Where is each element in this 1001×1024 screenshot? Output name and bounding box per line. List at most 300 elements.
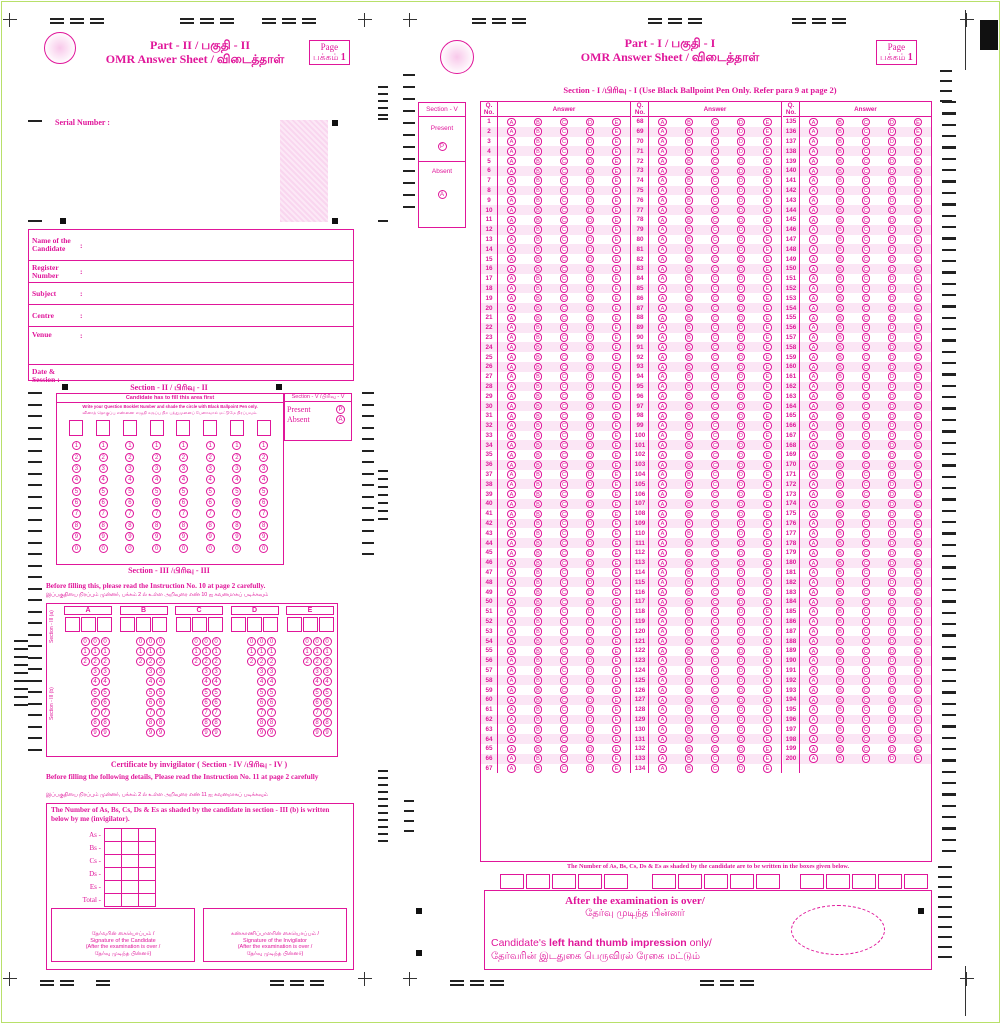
answer-bubble[interactable]: E	[914, 127, 923, 136]
answer-bubble[interactable]: A	[507, 676, 516, 685]
answer-bubble[interactable]: E	[612, 470, 621, 479]
answer-bubble[interactable]: D	[737, 480, 746, 489]
answer-bubble[interactable]: A	[658, 705, 667, 714]
answer-bubble[interactable]: B	[534, 666, 543, 675]
section3-bubble[interactable]: 9	[323, 728, 332, 737]
answer-bubble[interactable]: C	[560, 196, 569, 205]
section3-bubble[interactable]: 6	[146, 698, 155, 707]
answer-bubble[interactable]: D	[586, 705, 595, 714]
answer-bubble[interactable]: C	[711, 441, 720, 450]
section3-bubble[interactable]: 5	[101, 688, 110, 697]
answer-bubble[interactable]: E	[914, 235, 923, 244]
answer-bubble[interactable]: E	[612, 735, 621, 744]
answer-bubble[interactable]: C	[560, 333, 569, 342]
answer-bubble[interactable]: E	[763, 157, 772, 166]
answer-bubble[interactable]: C	[711, 343, 720, 352]
answer-bubble[interactable]: B	[685, 461, 694, 470]
section3-bubble[interactable]: 3	[146, 667, 155, 676]
answer-bubble[interactable]: C	[711, 627, 720, 636]
digit-bubble[interactable]: 7	[206, 509, 215, 518]
section3-bubble[interactable]: 2	[202, 657, 211, 666]
answer-bubble[interactable]: E	[763, 735, 772, 744]
answer-bubble[interactable]: C	[560, 137, 569, 146]
answer-bubble[interactable]: E	[763, 510, 772, 519]
answer-bubble[interactable]: E	[763, 745, 772, 754]
answer-bubble[interactable]: D	[586, 656, 595, 665]
answer-bubble[interactable]: C	[711, 216, 720, 225]
answer-bubble[interactable]: E	[612, 421, 621, 430]
answer-bubble[interactable]: D	[888, 421, 897, 430]
section3-bubble[interactable]: 4	[323, 677, 332, 686]
answer-bubble[interactable]: B	[685, 647, 694, 656]
answer-bubble[interactable]: B	[534, 118, 543, 127]
digit-bubble[interactable]: 4	[259, 475, 268, 484]
section3-bubble[interactable]: 0	[313, 637, 322, 646]
answer-bubble[interactable]: A	[809, 274, 818, 283]
answer-bubble[interactable]: E	[612, 304, 621, 313]
answer-count-box[interactable]	[604, 874, 628, 889]
answer-bubble[interactable]: D	[888, 745, 897, 754]
answer-bubble[interactable]: A	[809, 735, 818, 744]
answer-bubble[interactable]: A	[507, 568, 516, 577]
answer-bubble[interactable]: C	[862, 637, 871, 646]
answer-bubble[interactable]: B	[685, 519, 694, 528]
answer-bubble[interactable]: A	[809, 127, 818, 136]
answer-bubble[interactable]: D	[888, 363, 897, 372]
answer-bubble[interactable]: B	[836, 725, 845, 734]
answer-bubble[interactable]: B	[534, 510, 543, 519]
answer-bubble[interactable]: A	[809, 470, 818, 479]
answer-bubble[interactable]: D	[586, 255, 595, 264]
answer-bubble[interactable]: A	[658, 676, 667, 685]
answer-bubble[interactable]: E	[612, 549, 621, 558]
answer-bubble[interactable]: D	[737, 705, 746, 714]
answer-bubble[interactable]: A	[507, 754, 516, 763]
answer-bubble[interactable]: C	[711, 715, 720, 724]
answer-bubble[interactable]: D	[737, 686, 746, 695]
answer-bubble[interactable]: E	[612, 725, 621, 734]
answer-bubble[interactable]: E	[914, 412, 923, 421]
answer-bubble[interactable]: D	[888, 725, 897, 734]
answer-bubble[interactable]: C	[711, 323, 720, 332]
tally-box[interactable]	[138, 867, 156, 881]
answer-bubble[interactable]: C	[862, 235, 871, 244]
answer-bubble[interactable]: C	[862, 519, 871, 528]
section3-bubble[interactable]: 3	[257, 667, 266, 676]
answer-bubble[interactable]: D	[586, 500, 595, 509]
answer-bubble[interactable]: B	[685, 412, 694, 421]
answer-bubble[interactable]: D	[888, 617, 897, 626]
answer-bubble[interactable]: D	[737, 578, 746, 587]
candidate-field-row[interactable]	[29, 283, 353, 305]
answer-bubble[interactable]: D	[737, 588, 746, 597]
answer-bubble[interactable]: E	[612, 539, 621, 548]
answer-bubble[interactable]: C	[560, 539, 569, 548]
answer-bubble[interactable]: E	[763, 412, 772, 421]
tally-box[interactable]	[121, 880, 139, 894]
section3-bubble[interactable]: 8	[156, 718, 165, 727]
answer-bubble[interactable]: E	[763, 647, 772, 656]
answer-bubble[interactable]: A	[809, 715, 818, 724]
answer-bubble[interactable]: E	[763, 372, 772, 381]
answer-bubble[interactable]: C	[711, 647, 720, 656]
digit-bubble[interactable]: 8	[99, 521, 108, 530]
answer-bubble[interactable]: E	[763, 402, 772, 411]
answer-bubble[interactable]: D	[888, 578, 897, 587]
answer-bubble[interactable]: B	[685, 137, 694, 146]
answer-bubble[interactable]: B	[836, 745, 845, 754]
answer-bubble[interactable]: A	[658, 167, 667, 176]
answer-bubble[interactable]: A	[507, 176, 516, 185]
answer-bubble[interactable]: D	[888, 735, 897, 744]
answer-bubble[interactable]: A	[809, 461, 818, 470]
answer-bubble[interactable]: E	[612, 715, 621, 724]
answer-bubble[interactable]: B	[534, 451, 543, 460]
answer-bubble[interactable]: E	[763, 588, 772, 597]
answer-bubble[interactable]: E	[612, 490, 621, 499]
section3-bubble[interactable]: 4	[313, 677, 322, 686]
answer-bubble[interactable]: B	[685, 568, 694, 577]
answer-bubble[interactable]: B	[534, 392, 543, 401]
answer-bubble[interactable]: B	[685, 382, 694, 391]
answer-bubble[interactable]: A	[507, 333, 516, 342]
answer-bubble[interactable]: E	[612, 176, 621, 185]
answer-bubble[interactable]: B	[534, 598, 543, 607]
answer-bubble[interactable]: E	[763, 147, 772, 156]
answer-bubble[interactable]: C	[711, 549, 720, 558]
answer-bubble[interactable]: B	[836, 245, 845, 254]
digit-bubble[interactable]: 9	[232, 532, 241, 541]
answer-bubble[interactable]: D	[737, 431, 746, 440]
answer-bubble[interactable]: A	[507, 461, 516, 470]
section3-bubble[interactable]: 5	[257, 688, 266, 697]
answer-bubble[interactable]: A	[658, 656, 667, 665]
section3-bubble[interactable]: 6	[257, 698, 266, 707]
answer-bubble[interactable]: C	[711, 568, 720, 577]
answer-bubble[interactable]: A	[507, 314, 516, 323]
answer-bubble[interactable]: A	[809, 637, 818, 646]
answer-bubble[interactable]: E	[763, 196, 772, 205]
answer-bubble[interactable]: C	[711, 559, 720, 568]
answer-bubble[interactable]: C	[560, 284, 569, 293]
answer-bubble[interactable]: B	[685, 314, 694, 323]
section3-bubble[interactable]: 4	[101, 677, 110, 686]
answer-bubble[interactable]: B	[685, 637, 694, 646]
candidate-field-row[interactable]	[29, 230, 353, 261]
answer-bubble[interactable]: C	[711, 412, 720, 421]
answer-bubble[interactable]: B	[836, 696, 845, 705]
answer-bubble[interactable]: B	[534, 255, 543, 264]
answer-bubble[interactable]: C	[560, 725, 569, 734]
digit-bubble[interactable]: 1	[179, 441, 188, 450]
answer-bubble[interactable]: A	[658, 372, 667, 381]
answer-bubble[interactable]: B	[685, 470, 694, 479]
section3-bubble[interactable]: 6	[156, 698, 165, 707]
answer-bubble[interactable]: D	[586, 480, 595, 489]
answer-bubble[interactable]: A	[809, 147, 818, 156]
answer-bubble[interactable]: B	[836, 284, 845, 293]
answer-bubble[interactable]: D	[888, 480, 897, 489]
answer-bubble[interactable]: A	[809, 372, 818, 381]
answer-bubble[interactable]: B	[534, 225, 543, 234]
section3-count-box[interactable]	[152, 617, 167, 632]
answer-bubble[interactable]: A	[658, 147, 667, 156]
answer-bubble[interactable]: C	[862, 490, 871, 499]
section3-bubble[interactable]: 8	[101, 718, 110, 727]
section3-bubble[interactable]: 9	[267, 728, 276, 737]
answer-bubble[interactable]: A	[658, 686, 667, 695]
answer-bubble[interactable]: B	[685, 431, 694, 440]
section3-bubble[interactable]: 1	[323, 647, 332, 656]
answer-bubble[interactable]: A	[809, 656, 818, 665]
candidate-signature-box[interactable]	[51, 908, 195, 962]
section3-bubble[interactable]: 9	[212, 728, 221, 737]
answer-bubble[interactable]: C	[862, 421, 871, 430]
answer-bubble[interactable]: A	[809, 294, 818, 303]
answer-bubble[interactable]: A	[809, 705, 818, 714]
section3-bubble[interactable]: 1	[192, 647, 201, 656]
answer-bubble[interactable]: A	[658, 666, 667, 675]
answer-bubble[interactable]: C	[862, 676, 871, 685]
section3-bubble[interactable]: 1	[81, 647, 90, 656]
answer-bubble[interactable]: D	[586, 225, 595, 234]
answer-bubble[interactable]: E	[612, 500, 621, 509]
answer-bubble[interactable]: D	[586, 147, 595, 156]
digit-bubble[interactable]: 8	[259, 521, 268, 530]
answer-bubble[interactable]: A	[658, 127, 667, 136]
answer-bubble[interactable]: D	[888, 549, 897, 558]
answer-bubble[interactable]: A	[507, 245, 516, 254]
answer-bubble[interactable]: D	[888, 470, 897, 479]
answer-bubble[interactable]: E	[914, 314, 923, 323]
answer-bubble[interactable]: D	[586, 127, 595, 136]
answer-bubble[interactable]: D	[888, 343, 897, 352]
answer-bubble[interactable]: A	[809, 627, 818, 636]
answer-bubble[interactable]: A	[507, 500, 516, 509]
section3-bubble[interactable]: 3	[323, 667, 332, 676]
section3-bubble[interactable]: 7	[202, 708, 211, 717]
digit-bubble[interactable]: 2	[152, 453, 161, 462]
answer-bubble[interactable]: C	[560, 206, 569, 215]
section3-bubble[interactable]: 2	[257, 657, 266, 666]
booklet-digit-box[interactable]	[96, 420, 110, 436]
answer-bubble[interactable]: B	[836, 127, 845, 136]
digit-bubble[interactable]: 0	[99, 544, 108, 553]
answer-bubble[interactable]: A	[507, 382, 516, 391]
answer-bubble[interactable]: C	[711, 284, 720, 293]
answer-bubble[interactable]: A	[658, 206, 667, 215]
answer-bubble[interactable]: E	[914, 607, 923, 616]
answer-bubble[interactable]: E	[914, 186, 923, 195]
answer-bubble[interactable]: B	[534, 637, 543, 646]
answer-bubble[interactable]: C	[862, 127, 871, 136]
answer-bubble[interactable]: A	[507, 735, 516, 744]
answer-bubble[interactable]: B	[836, 686, 845, 695]
section3-bubble[interactable]: 0	[212, 637, 221, 646]
answer-bubble[interactable]: A	[507, 412, 516, 421]
section3-bubble[interactable]: 9	[313, 728, 322, 737]
section3-count-box[interactable]	[287, 617, 302, 632]
answer-bubble[interactable]: C	[862, 754, 871, 763]
section3-count-box[interactable]	[192, 617, 207, 632]
answer-bubble[interactable]: B	[685, 363, 694, 372]
answer-bubble[interactable]: E	[612, 696, 621, 705]
answer-bubble[interactable]: D	[737, 255, 746, 264]
answer-bubble[interactable]: B	[836, 225, 845, 234]
answer-bubble[interactable]: E	[763, 137, 772, 146]
answer-bubble[interactable]: B	[534, 705, 543, 714]
answer-bubble[interactable]: A	[507, 490, 516, 499]
answer-bubble[interactable]: E	[763, 216, 772, 225]
answer-bubble[interactable]: A	[658, 137, 667, 146]
answer-bubble[interactable]: D	[737, 725, 746, 734]
answer-bubble[interactable]: D	[888, 754, 897, 763]
answer-bubble[interactable]: E	[612, 353, 621, 362]
answer-bubble[interactable]: D	[888, 206, 897, 215]
digit-bubble[interactable]: 0	[259, 544, 268, 553]
answer-bubble[interactable]: C	[711, 118, 720, 127]
answer-bubble[interactable]: C	[862, 696, 871, 705]
answer-bubble[interactable]: E	[612, 255, 621, 264]
digit-bubble[interactable]: 8	[206, 521, 215, 530]
answer-bubble[interactable]: C	[862, 294, 871, 303]
answer-bubble[interactable]: C	[862, 441, 871, 450]
section3-bubble[interactable]: 0	[101, 637, 110, 646]
answer-bubble[interactable]: D	[586, 284, 595, 293]
answer-bubble[interactable]: D	[888, 568, 897, 577]
answer-bubble[interactable]: C	[560, 304, 569, 313]
answer-bubble[interactable]: A	[658, 470, 667, 479]
answer-bubble[interactable]: B	[836, 431, 845, 440]
answer-bubble[interactable]: E	[914, 216, 923, 225]
answer-bubble[interactable]: C	[711, 451, 720, 460]
answer-bubble[interactable]: B	[534, 421, 543, 430]
answer-bubble[interactable]: D	[586, 196, 595, 205]
section3-bubble[interactable]: 8	[91, 718, 100, 727]
section3-bubble[interactable]: 9	[91, 728, 100, 737]
digit-bubble[interactable]: 3	[125, 464, 134, 473]
section3-count-box[interactable]	[247, 617, 262, 632]
digit-bubble[interactable]: 0	[125, 544, 134, 553]
answer-bubble[interactable]: D	[737, 412, 746, 421]
digit-bubble[interactable]: 6	[259, 498, 268, 507]
answer-bubble[interactable]: E	[914, 696, 923, 705]
answer-bubble[interactable]: C	[862, 598, 871, 607]
section3-bubble[interactable]: 0	[146, 637, 155, 646]
answer-bubble[interactable]: B	[534, 363, 543, 372]
section3-count-box[interactable]	[65, 617, 80, 632]
digit-bubble[interactable]: 7	[99, 509, 108, 518]
answer-bubble[interactable]: D	[586, 216, 595, 225]
section3-bubble[interactable]: 9	[101, 728, 110, 737]
answer-bubble[interactable]: E	[763, 392, 772, 401]
answer-bubble[interactable]: B	[836, 529, 845, 538]
answer-bubble[interactable]: E	[612, 686, 621, 695]
section3-bubble[interactable]: 1	[212, 647, 221, 656]
answer-bubble[interactable]: E	[763, 284, 772, 293]
section3-bubble[interactable]: 2	[91, 657, 100, 666]
booklet-digit-box[interactable]	[203, 420, 217, 436]
answer-bubble[interactable]: D	[888, 274, 897, 283]
answer-bubble[interactable]: A	[507, 343, 516, 352]
section3-bubble[interactable]: 1	[101, 647, 110, 656]
section3-bubble[interactable]: 1	[202, 647, 211, 656]
section3-bubble[interactable]: 3	[267, 667, 276, 676]
answer-bubble[interactable]: C	[711, 431, 720, 440]
answer-bubble[interactable]: B	[534, 500, 543, 509]
answer-bubble[interactable]: C	[711, 696, 720, 705]
answer-bubble[interactable]: C	[560, 431, 569, 440]
answer-bubble[interactable]: E	[763, 696, 772, 705]
answer-bubble[interactable]: E	[763, 607, 772, 616]
answer-count-box[interactable]	[526, 874, 550, 889]
answer-bubble[interactable]: C	[862, 607, 871, 616]
answer-bubble[interactable]: E	[914, 402, 923, 411]
answer-bubble[interactable]: E	[612, 441, 621, 450]
answer-bubble[interactable]: B	[836, 568, 845, 577]
digit-bubble[interactable]: 6	[152, 498, 161, 507]
answer-bubble[interactable]: C	[560, 451, 569, 460]
answer-bubble[interactable]: E	[612, 196, 621, 205]
answer-bubble[interactable]: A	[809, 284, 818, 293]
answer-bubble[interactable]: A	[507, 294, 516, 303]
answer-bubble[interactable]: A	[809, 510, 818, 519]
section3-bubble[interactable]: 9	[146, 728, 155, 737]
answer-bubble[interactable]: C	[560, 147, 569, 156]
answer-bubble[interactable]: C	[560, 343, 569, 352]
answer-bubble[interactable]: D	[737, 372, 746, 381]
answer-bubble[interactable]: B	[685, 235, 694, 244]
answer-bubble[interactable]: E	[914, 167, 923, 176]
answer-bubble[interactable]: C	[711, 372, 720, 381]
answer-bubble[interactable]: D	[586, 696, 595, 705]
answer-bubble[interactable]: A	[809, 216, 818, 225]
answer-bubble[interactable]: E	[612, 637, 621, 646]
answer-bubble[interactable]: D	[888, 431, 897, 440]
section3-bubble[interactable]: 6	[323, 698, 332, 707]
answer-bubble[interactable]: E	[914, 431, 923, 440]
answer-bubble[interactable]: A	[809, 588, 818, 597]
answer-bubble[interactable]: B	[534, 333, 543, 342]
answer-bubble[interactable]: B	[534, 470, 543, 479]
answer-bubble[interactable]: B	[685, 441, 694, 450]
answer-bubble[interactable]: C	[711, 588, 720, 597]
answer-bubble[interactable]: B	[534, 147, 543, 156]
digit-bubble[interactable]: 3	[206, 464, 215, 473]
answer-bubble[interactable]: E	[612, 754, 621, 763]
answer-bubble[interactable]: C	[862, 353, 871, 362]
answer-bubble[interactable]: C	[560, 421, 569, 430]
digit-bubble[interactable]: 3	[72, 464, 81, 473]
answer-bubble[interactable]: A	[809, 568, 818, 577]
section3-bubble[interactable]: 2	[136, 657, 145, 666]
answer-bubble[interactable]: D	[737, 363, 746, 372]
answer-bubble[interactable]: E	[914, 705, 923, 714]
digit-bubble[interactable]: 8	[232, 521, 241, 530]
answer-bubble[interactable]: D	[586, 598, 595, 607]
answer-bubble[interactable]: B	[685, 118, 694, 127]
answer-bubble[interactable]: C	[560, 323, 569, 332]
answer-bubble[interactable]: C	[711, 304, 720, 313]
answer-bubble[interactable]: C	[862, 314, 871, 323]
answer-bubble[interactable]: E	[612, 157, 621, 166]
answer-bubble[interactable]: D	[888, 607, 897, 616]
answer-bubble[interactable]: B	[685, 147, 694, 156]
answer-bubble[interactable]: C	[862, 510, 871, 519]
answer-bubble[interactable]: D	[586, 441, 595, 450]
answer-bubble[interactable]: A	[507, 431, 516, 440]
digit-bubble[interactable]: 5	[125, 487, 134, 496]
